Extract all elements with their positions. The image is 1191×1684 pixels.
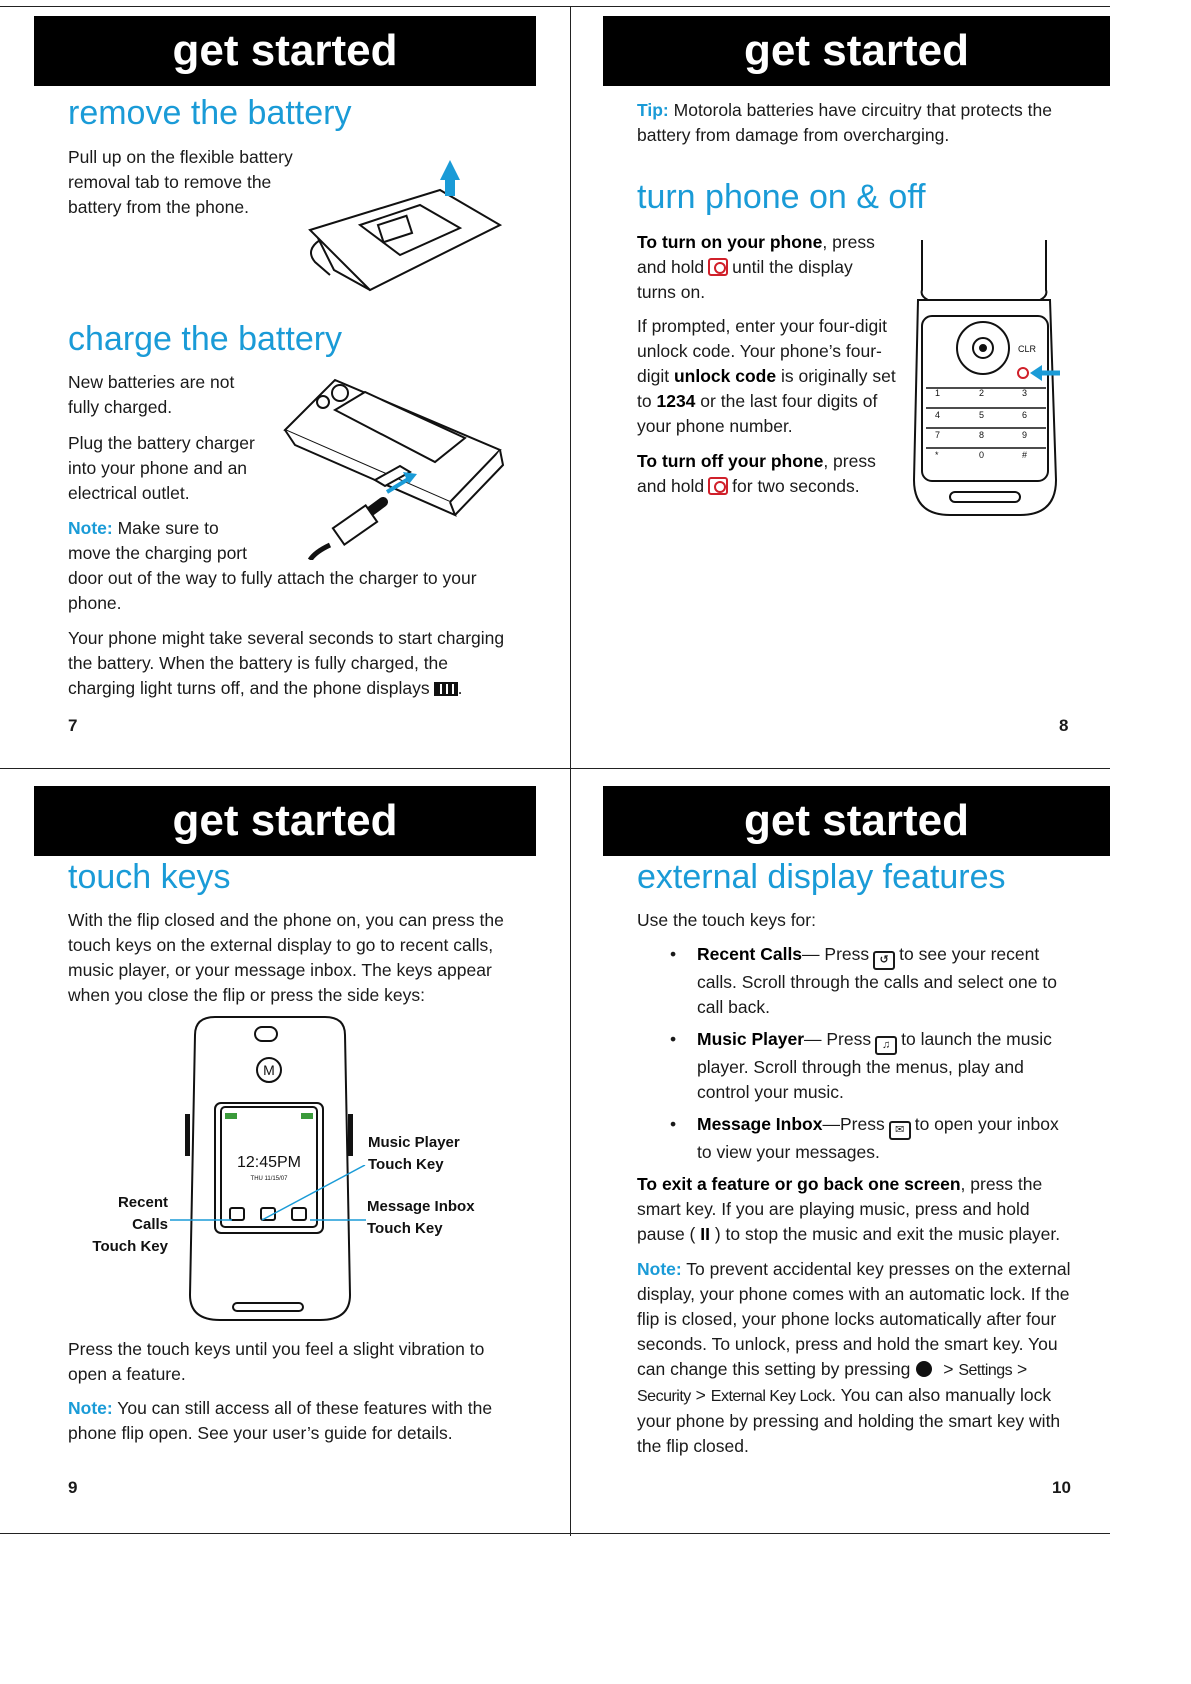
touch-keys-heading: touch keys xyxy=(68,858,231,896)
message-inbox-callout xyxy=(367,1196,475,1240)
menu-external-key-lock: External Key Lock xyxy=(710,1388,832,1405)
svg-text:3: 3 xyxy=(1022,388,1028,398)
bullet-dot: • xyxy=(670,1029,677,1049)
svg-text:#: # xyxy=(1022,450,1028,460)
svg-text:4: 4 xyxy=(935,410,941,420)
auto-lock-note xyxy=(637,1257,1072,1459)
turn-on-text-b: until the display turns on. xyxy=(637,257,853,302)
section-banner: get started xyxy=(34,16,536,86)
exit-text-a: , press the smart key. If you are playing music, press and hold pause ( xyxy=(637,1174,1043,1244)
inbox-callout-line1: Message Inbox xyxy=(367,1198,475,1215)
tip-body: Motorola batteries have circuitry that protects the battery from damage from overcharging. xyxy=(637,100,1052,145)
touch-keys-intro: With the flip closed and the phone on, you can press the touch keys on the external display to go to recent calls, music player, or your message inbox. The keys appear when you close the flip or press the side keys: xyxy=(68,910,504,1005)
envelope-icon: ✉ xyxy=(889,1121,911,1140)
charge-text-1: New batteries are not fully charged. xyxy=(68,372,235,417)
exit-feature-text xyxy=(637,1172,1072,1247)
svg-text:6: 6 xyxy=(1022,410,1028,420)
section-banner: get started xyxy=(603,16,1110,86)
svg-text:1: 1 xyxy=(935,388,941,398)
bullet-recent-calls xyxy=(697,942,1072,1020)
note-tail: . You can also manually lock your phone by pressing and holding the smart key with the flip closed. xyxy=(637,1385,1061,1456)
unlock-text-c: or the last four digits of your phone number. xyxy=(637,391,878,436)
recent-callout-line2: Touch Key xyxy=(92,1238,168,1255)
press-touch-keys-text: Press the touch keys until you feel a slight vibration to open a feature. xyxy=(68,1339,485,1384)
svg-text:5: 5 xyxy=(979,410,985,420)
charge-note xyxy=(68,516,258,566)
external-display-heading: external display features xyxy=(637,858,1006,896)
recent-callout-line1: Recent Calls xyxy=(117,1194,168,1233)
page-number: 7 xyxy=(68,716,78,735)
svg-text:8: 8 xyxy=(979,430,985,440)
external-display-intro: Use the touch keys for: xyxy=(637,910,816,930)
bullet-dot: • xyxy=(670,1114,677,1134)
battery-removal-illustration xyxy=(300,150,510,300)
charge-text-2: Plug the battery charger into your phone and an electrical outlet. xyxy=(68,433,255,503)
note-text: You can still access all of these features with the phone flip open. See your user’s guide for details. xyxy=(68,1398,493,1443)
remove-battery-text: Pull up on the flexible battery removal tab to remove the battery from the phone. xyxy=(68,147,293,217)
note-text: To prevent accidental key presses on the external display, your phone comes with an automatic lock. If the flip is closed, your phone locks automatically after four seconds. To unlock, press and hold the smart key. You can change this setting by pressing xyxy=(637,1259,1071,1379)
turn-off-text-b: for two seconds. xyxy=(732,476,860,496)
menu-separator: > xyxy=(695,1385,706,1405)
unlock-text xyxy=(637,314,902,439)
nav-key-icon xyxy=(916,1361,932,1377)
section-banner: get started xyxy=(34,786,536,856)
section-banner: get started xyxy=(603,786,1110,856)
unlock-bold: unlock code xyxy=(673,366,777,386)
exit-text-b: ) to stop the music and exit the music player. xyxy=(709,1224,1061,1244)
bullet-music-player xyxy=(697,1027,1072,1105)
bullet-music-bold: Music Player xyxy=(697,1029,804,1049)
turn-off-bold: To turn off your phone xyxy=(637,451,824,471)
unlock-text-a: If prompted, enter your four-digit unlock code. Your phone’s four-digit xyxy=(637,316,887,386)
page-number: 8 xyxy=(1059,716,1069,735)
recent-calls-callout xyxy=(92,1192,168,1258)
svg-text:7: 7 xyxy=(935,430,941,440)
charging-text: Your phone might take several seconds to start charging the battery. When the battery is fully charged, the charging light turns off, and the phone displays . xyxy=(68,628,505,698)
exit-bold: To exit a feature or go back one screen xyxy=(637,1174,961,1194)
page-9 xyxy=(0,770,540,1530)
charge-battery-heading: charge the battery xyxy=(68,320,343,358)
page-number: 9 xyxy=(68,1478,78,1497)
callout-lines xyxy=(170,1165,380,1235)
screen-time: 12:45PM xyxy=(236,1154,302,1171)
svg-text:CLR: CLR xyxy=(1018,344,1037,354)
turn-on-bold: To turn on your phone xyxy=(637,232,823,252)
music-callout-line2: Touch Key xyxy=(368,1156,444,1173)
note-text-a: Make sure to move the charging port xyxy=(68,518,247,563)
music-note-icon: ♫ xyxy=(875,1036,897,1055)
bullet-music-b: to launch the music player. Scroll through the menus, play and control your music. xyxy=(697,1029,1052,1102)
pause-symbol: II xyxy=(700,1224,710,1244)
note-label: Note: xyxy=(68,1398,113,1418)
music-player-callout xyxy=(368,1132,460,1176)
charge-note-cont: door out of the way to fully attach the charger to your phone. xyxy=(68,568,477,613)
tip-label: Tip: xyxy=(637,100,669,120)
turn-off-text-a: , press and hold xyxy=(637,451,876,496)
divider-middle xyxy=(0,768,1110,769)
menu-security: Security xyxy=(637,1388,691,1405)
touch-keys-note xyxy=(68,1396,508,1446)
page-7 xyxy=(0,0,540,760)
bullet-inbox-b: to open your inbox to view your messages. xyxy=(697,1114,1059,1162)
remove-battery-heading: remove the battery xyxy=(68,94,352,132)
note-label: Note: xyxy=(637,1259,682,1279)
phone-keypad-illustration xyxy=(910,230,1070,520)
svg-text:2: 2 xyxy=(979,388,985,398)
svg-text:0: 0 xyxy=(979,450,985,460)
unlock-text-b: is originally set to xyxy=(637,366,896,411)
divider-bottom xyxy=(0,1533,1110,1534)
turn-on-text xyxy=(637,230,877,305)
screen-date: THU 11/15/07 xyxy=(250,1176,288,1182)
bullet-music-a: — Press xyxy=(804,1029,872,1049)
svg-text:9: 9 xyxy=(1022,430,1028,440)
bullet-recent-b: to see your recent calls. Scroll through the calls and select one to call back. xyxy=(697,944,1057,1017)
menu-settings: Settings xyxy=(958,1362,1013,1379)
bullet-inbox-a: —Press xyxy=(822,1114,885,1134)
charging-text-body: Your phone might take several seconds to start charging the battery. When the battery is fully charged, the charging light turns off, and the phone displays xyxy=(68,628,505,698)
page-10 xyxy=(570,770,1110,1530)
page-8 xyxy=(570,0,1110,760)
svg-text:*: * xyxy=(935,450,939,460)
battery-full-icon xyxy=(434,682,458,696)
menu-separator: > xyxy=(1017,1359,1028,1379)
turn-on-text-a: , press and hold xyxy=(637,232,875,277)
bullet-dot: • xyxy=(670,944,677,964)
unlock-code: 1234 xyxy=(656,391,696,411)
menu-separator: > xyxy=(943,1359,954,1379)
recent-calls-icon: ↺ xyxy=(873,951,895,970)
music-callout-line1: Music Player xyxy=(368,1134,460,1151)
charging-phone-illustration xyxy=(275,370,520,560)
bullet-recent-a: — Press xyxy=(802,944,870,964)
bullet-message-inbox xyxy=(697,1112,1072,1165)
power-key-icon xyxy=(708,477,728,495)
svg-text:M: M xyxy=(263,1062,275,1078)
page-number: 10 xyxy=(1052,1478,1071,1497)
bullet-inbox-bold: Message Inbox xyxy=(697,1114,823,1134)
power-key-icon xyxy=(708,258,728,276)
inbox-callout-line2: Touch Key xyxy=(367,1220,443,1237)
turn-off-text xyxy=(637,449,887,499)
note-label: Note: xyxy=(68,518,113,538)
tip-text xyxy=(637,98,1057,148)
turn-on-off-heading: turn phone on & off xyxy=(637,178,926,216)
bullet-recent-bold: Recent Calls xyxy=(697,944,803,964)
